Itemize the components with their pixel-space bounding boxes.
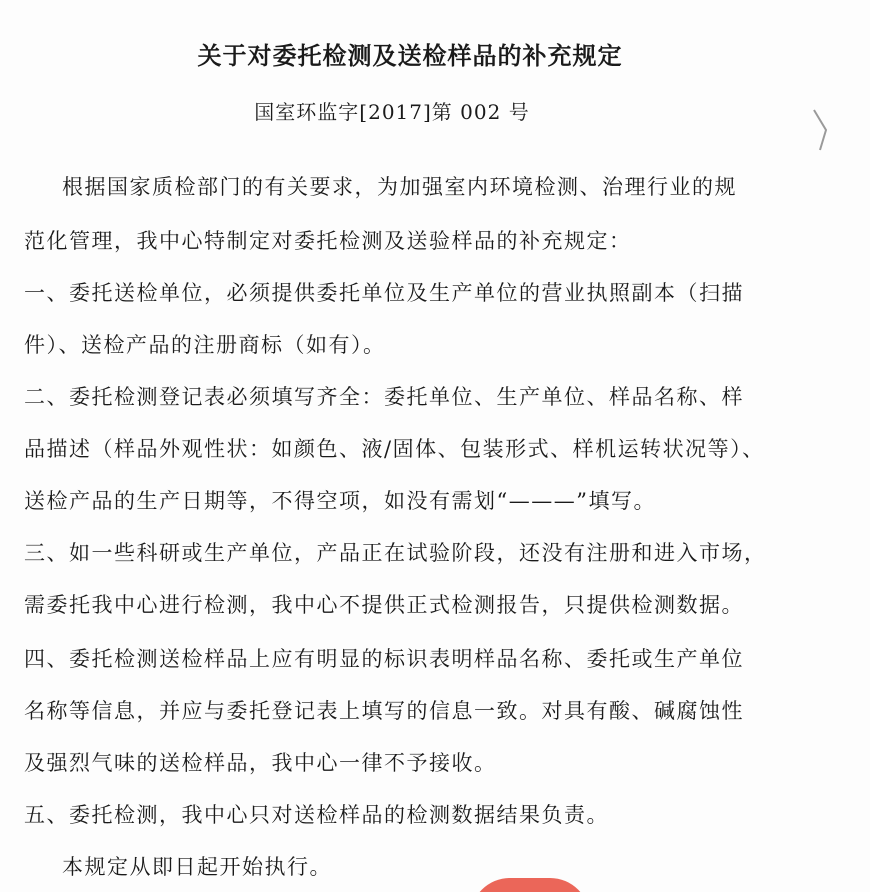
paragraph-line: 范化管理，我中心特制定对委托检测及送验样品的补充规定：	[24, 229, 632, 253]
document-number: 国室环监字[2017]第 002 号	[254, 100, 530, 124]
clause-1-line: 一、委托送检单位，必须提供委托单位及生产单位的营业执照副本（扫描	[24, 281, 744, 305]
document-title: 关于对委托检测及送检样品的补充规定	[197, 41, 623, 70]
clause-4-line: 名称等信息，并应与委托登记表上填写的信息一致。对具有酸、碱腐蚀性	[24, 699, 744, 723]
red-seal-stamp	[470, 878, 590, 892]
clause-3-line: 三、如一些科研或生产单位，产品正在试验阶段，还没有注册和进入市场，	[24, 541, 767, 565]
scan-mark-icon	[806, 100, 836, 160]
clause-2-line: 品描述（样品外观性状：如颜色、液/固体、包装形式、样机运转状况等）、	[24, 437, 765, 461]
clause-2-line: 送检产品的生产日期等，不得空项，如没有需划“———”填写。	[24, 489, 656, 513]
clause-4-line: 及强烈气味的送检样品，我中心一律不予接收。	[24, 751, 497, 775]
clause-3-line: 需委托我中心进行检测，我中心不提供正式检测报告，只提供检测数据。	[24, 593, 744, 617]
clause-5-line: 五、委托检测，我中心只对送检样品的检测数据结果负责。	[24, 803, 609, 827]
clause-4-line: 四、委托检测送检样品上应有明显的标识表明样品名称、委托或生产单位	[24, 647, 744, 671]
closing-line: 本规定从即日起开始执行。	[62, 855, 332, 879]
clause-2-line: 二、委托检测登记表必须填写齐全：委托单位、生产单位、样品名称、样	[24, 385, 744, 409]
paragraph-line: 根据国家质检部门的有关要求，为加强室内环境检测、治理行业的规	[62, 175, 737, 199]
clause-1-line: 件）、送检产品的注册商标（如有）。	[24, 333, 386, 357]
